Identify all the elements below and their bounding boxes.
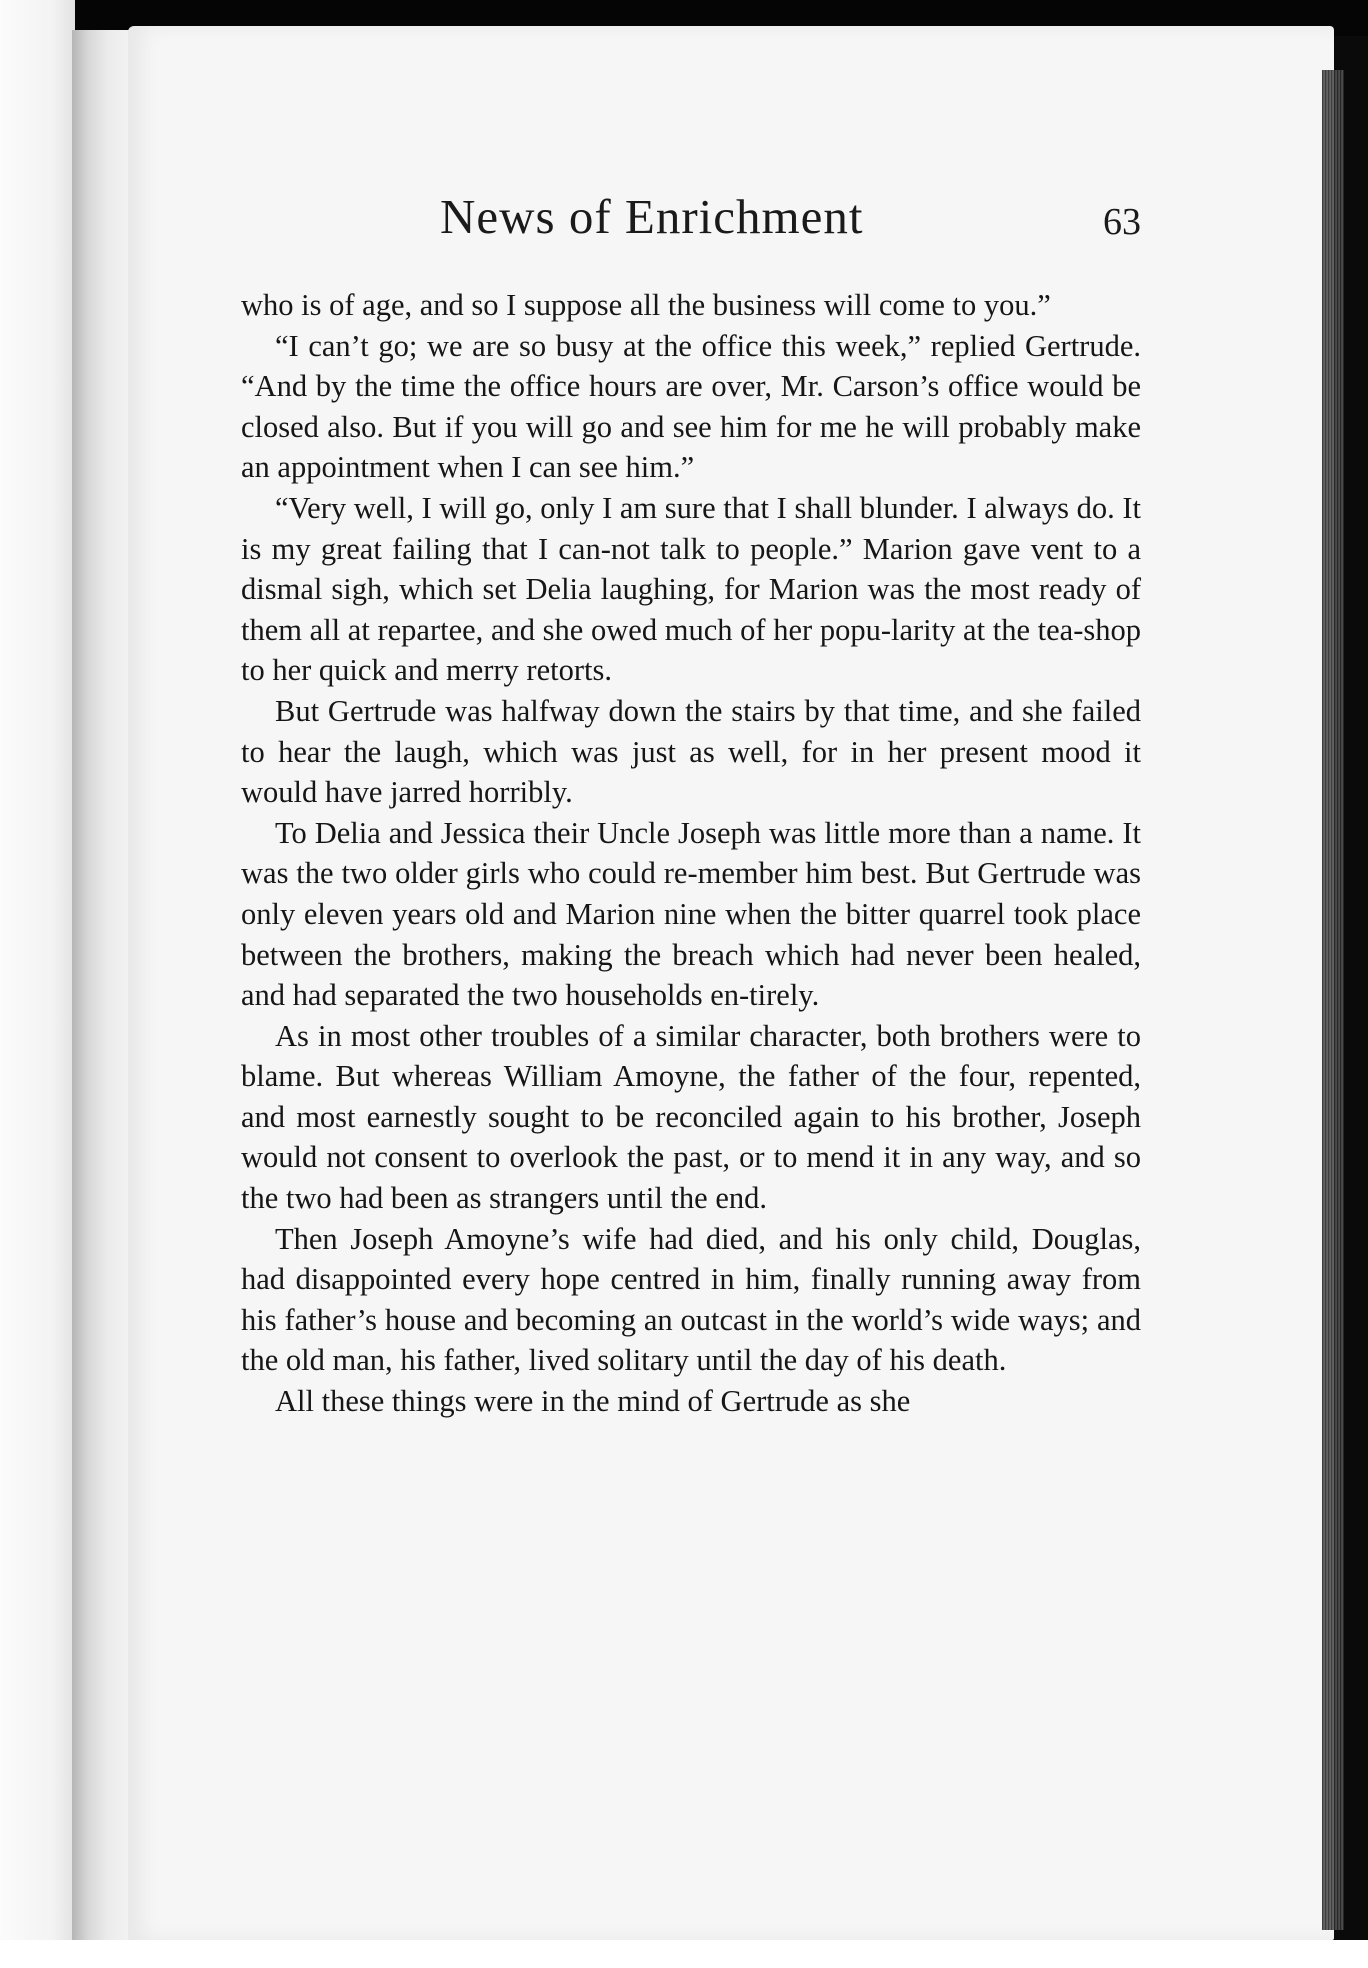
paragraph: As in most other troubles of a similar character, both brothers were to blame. But whereas William Amoyne, the father of the four, repented, and most earnestly sought to be reconciled again to his brother, Joseph would not consent to overlook the past, or to mend it in any way, and so the two had been as strangers until the end. [241, 1018, 1141, 1216]
paragraph: But Gertrude was halfway down the stairs by that time, and she failed to hear the laugh, which was just as well, for in her present mood it would have jarred horribly. [241, 693, 1141, 810]
paragraph: “I can’t go; we are so busy at the office this week,” replied Gertrude. “And by the time the office hours are over, Mr. Carson’s office would be closed also. But if you will go and see him for me he will probably make an appointment when I can see him.” [241, 328, 1141, 485]
paragraph: Then Joseph Amoyne’s wife had died, and his only child, Douglas, had disappointed every hope centred in him, finally running away from his father’s house and becoming an outcast in the world’s wide ways; and the old man, his father, lived solitary until the day of his death. [241, 1221, 1141, 1378]
paragraph: “Very well, I will go, only I am sure that I shall blunder. I always do. It is my great failing that I can-not talk to people.” Marion gave vent to a dismal sigh, which set Delia laughing, for Marion was the most ready of them all at repartee, and she owed much of her popu-larity at the tea-shop to her quick and merry retorts. [241, 490, 1141, 688]
previous-page-edge [0, 0, 75, 1968]
paragraph: To Delia and Jessica their Uncle Joseph was little more than a name. It was the two older girls who could re-member him best. But Gertrude was only eleven years old and Marion nine when the bitter quarrel took place between the brothers, making the breach which had never been healed, and had separated the two households en-tirely. [241, 815, 1141, 1013]
page-number: 63 [1103, 201, 1141, 243]
running-head: News of Enrichment [440, 189, 864, 244]
page-stack-edge [1322, 70, 1344, 1930]
paragraph: All these things were in the mind of Gertrude as she [275, 1384, 911, 1419]
paragraph: who is of age, and so I suppose all the business will come to you.” [241, 288, 1051, 322]
scan-bottom-border [0, 1940, 1368, 1968]
body-text [241, 285, 1141, 1422]
